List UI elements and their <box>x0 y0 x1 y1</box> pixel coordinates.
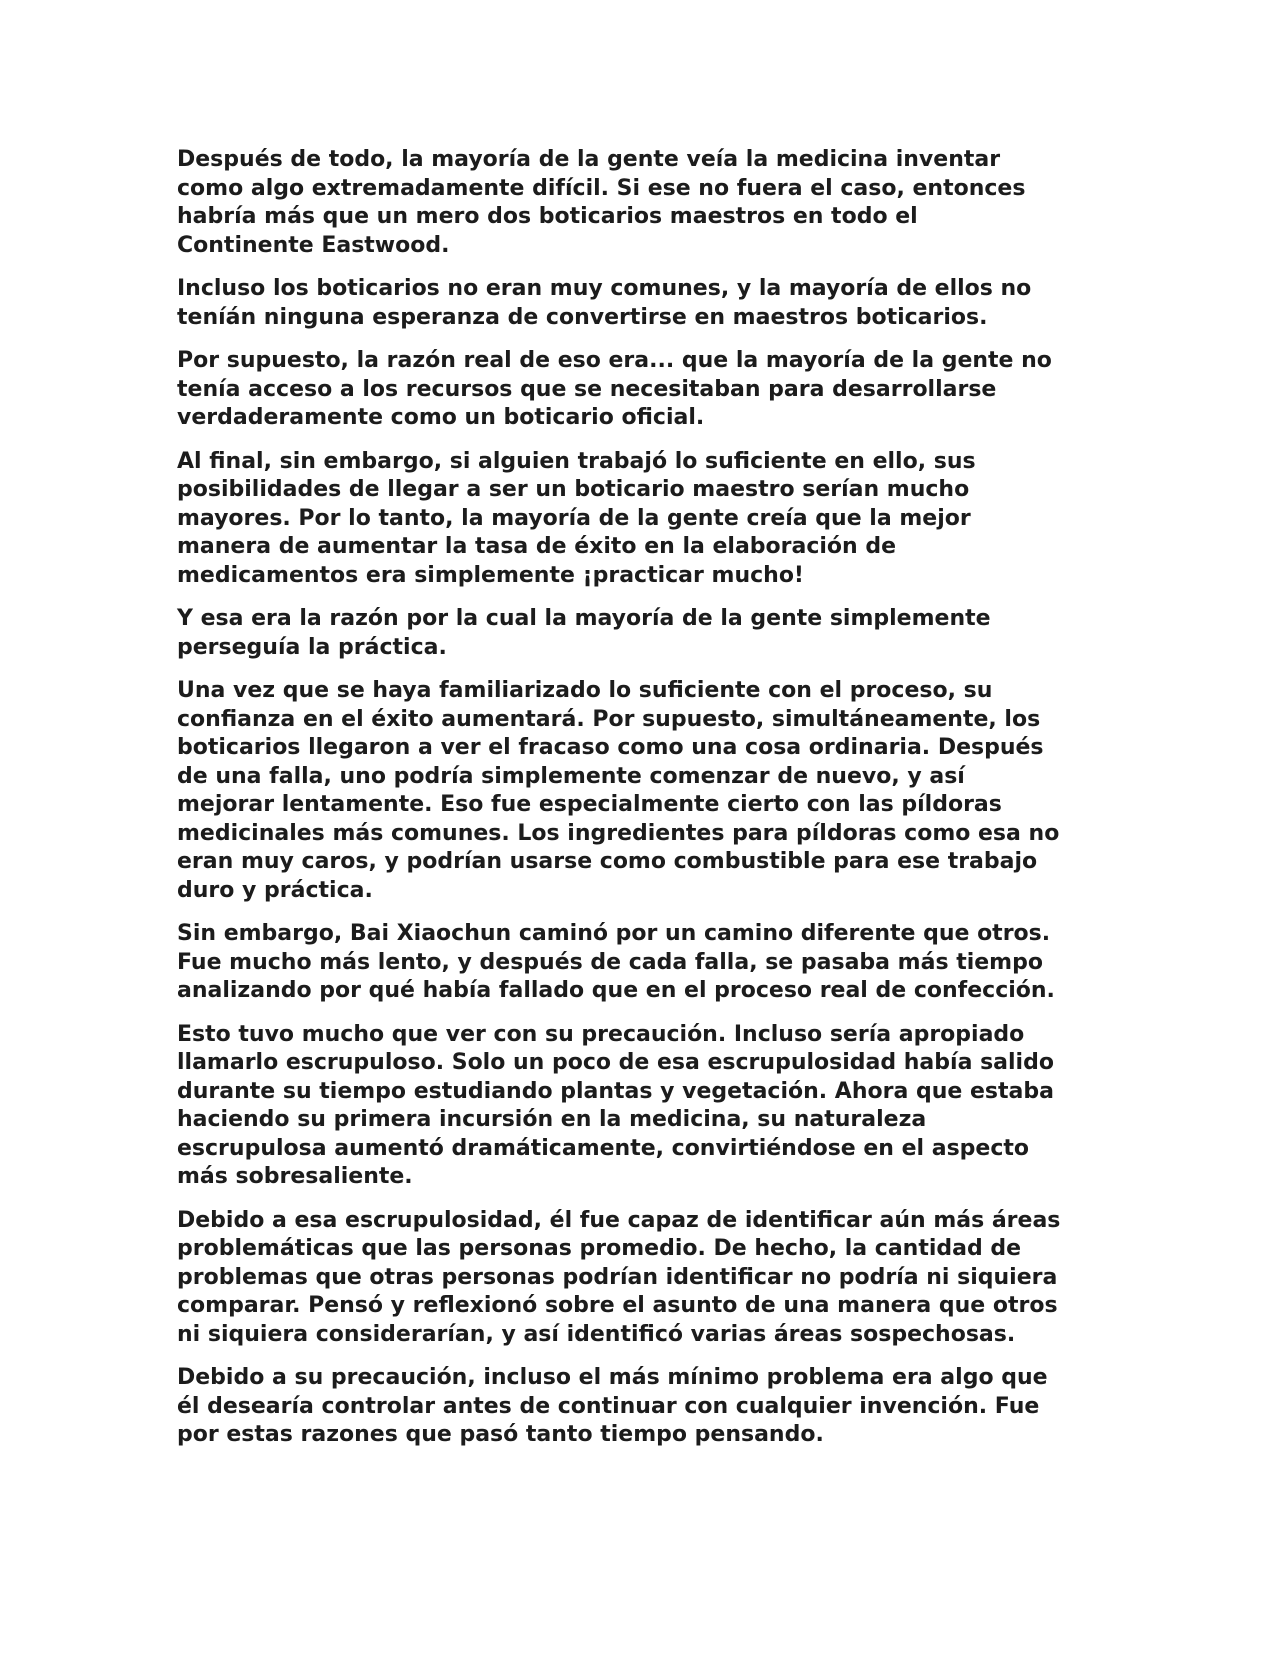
document-body <box>177 146 1107 1465</box>
paragraph-6: Una vez que se haya familiarizado lo suficiente con el proceso, su confianza en el éxito aumentará. Por supuesto, simultáneamente, los boticarios llegaron a ver el fracaso como una cosa ordinaria. Después de una falla, uno podría simplemente comenzar de nuevo, y así mejorar lentamente. Eso fue especialmente cierto con las píldoras medicinales más comunes. Los ingredientes para píldoras como esa no eran muy caros, y podrían usarse como combustible para ese trabajo duro y práctica. <box>177 678 1060 903</box>
paragraph-8: Esto tuvo mucho que ver con su precaución. Incluso sería apropiado llamarlo escrupuloso. Solo un poco de esa escrupulosidad había salido durante su tiempo estudiando plantas y vegetación. Ahora que estaba haciendo su primera incursión en la medicina, su naturaleza escrupulosa aumentó dramáticamente, convirtiéndose en el aspecto más sobresaliente. <box>177 1021 1054 1189</box>
paragraph-4: Al final, sin embargo, si alguien trabajó lo suficiente en ello, sus posibilidades de llegar a ser un boticario maestro serían mucho mayores. Por lo tanto, la mayoría de la gente creía que la mejor manera de aumentar la tasa de éxito en la elaboración de medicamentos era simplemente ¡practicar mucho! <box>177 448 976 588</box>
paragraph-1: Después de todo, la mayoría de la gente veía la medicina inventar como algo extremadamente difícil. Si ese no fuera el caso, entonces habría más que un mero dos boticarios maestros en todo el Continente Eastwood. <box>177 147 1026 258</box>
paragraph-7: Sin embargo, Bai Xiaochun caminó por un camino diferente que otros. Fue mucho más lento, y después de cada falla, se pasaba más tiempo analizando por qué había fallado que en el proceso real de confección. <box>177 921 1055 1003</box>
paragraph-2: Incluso los boticarios no eran muy comunes, y la mayoría de ellos no teníán ninguna esperanza de convertirse en maestros boticarios. <box>177 276 1032 330</box>
paragraph-9: Debido a esa escrupulosidad, él fue capaz de identificar aún más áreas problemáticas que las personas promedio. De hecho, la cantidad de problemas que otras personas podrían identificar no podría ni siquiera comparar. Pensó y reflexionó sobre el asunto de una manera que otros ni siquiera considerarían, y así identificó varias áreas sospechosas. <box>177 1207 1061 1347</box>
paragraph-5: Y esa era la razón por la cual la mayoría de la gente simplemente perseguía la práctica. <box>177 606 991 660</box>
paragraph-3: Por supuesto, la razón real de eso era... que la mayoría de la gente no tenía acceso a los recursos que se necesitaban para desarrollarse verdaderamente como un boticario oficial. <box>177 348 1052 430</box>
paragraph-10: Debido a su precaución, incluso el más mínimo problema era algo que él desearía controlar antes de continuar con cualquier invención. Fue por estas razones que pasó tanto tiempo pensando. <box>177 1365 1048 1447</box>
